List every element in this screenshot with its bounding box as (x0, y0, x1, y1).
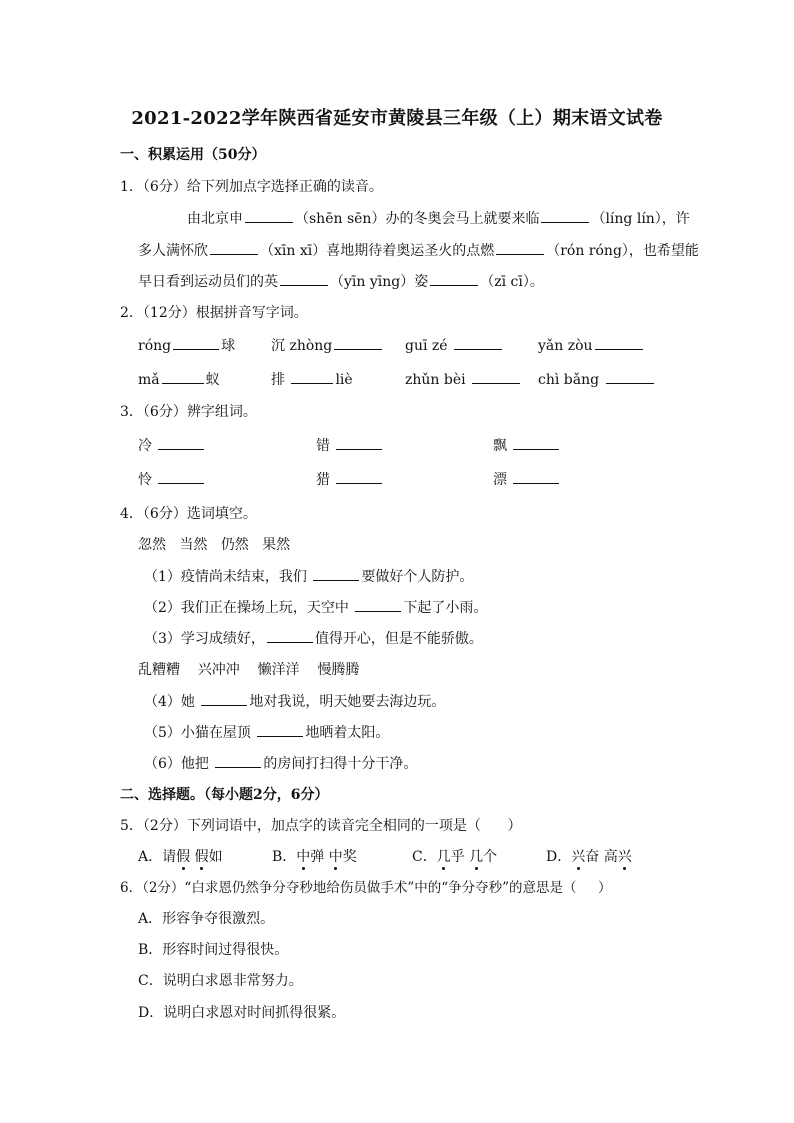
answer-blank[interactable] (355, 597, 401, 612)
sentence-text: （1）疫情尚未结束，我们 (144, 569, 312, 585)
option-char: 请 (162, 849, 177, 865)
q1-text: 多人满怀欣 (138, 243, 208, 259)
char: 球 (221, 338, 236, 354)
sentence-text: 要做好个人防护。 (361, 569, 474, 585)
q4-sentence-4 (144, 691, 445, 712)
q4-sentence-1 (144, 566, 473, 587)
answer-blank[interactable] (606, 369, 654, 384)
pinyin: chì bǎng (538, 372, 600, 388)
option-char: 奖 (342, 849, 357, 865)
q5-stem-end: ） (507, 818, 522, 834)
char: 排 (271, 372, 285, 388)
char: 怜 (138, 472, 152, 488)
q4-word-bank-1 (138, 535, 290, 555)
dotted-char: 兴 (571, 849, 586, 865)
q6-stem-end: ） (598, 880, 612, 896)
q1-para-line-3 (138, 271, 544, 292)
word-choice: 慢腾腾 (317, 662, 360, 678)
answer-blank[interactable] (291, 369, 333, 384)
answer-blank[interactable] (173, 335, 219, 350)
answer-blank[interactable] (162, 369, 204, 384)
char: 漂 (493, 472, 507, 488)
q2-item (405, 369, 522, 390)
answer-blank[interactable] (336, 469, 382, 484)
answer-blank[interactable] (472, 369, 520, 384)
q1-text: （líng lín），许 (591, 211, 690, 227)
answer-blank[interactable] (201, 691, 247, 706)
word-choice: 忽然 (138, 537, 166, 553)
q1-stem: 1．（6分）给下列加点字选择正确的读音。 (120, 179, 383, 195)
pinyin: róng (138, 338, 172, 354)
sentence-text: （5）小猫在屋顶 (144, 725, 256, 741)
q5-option-c[interactable] (412, 847, 497, 867)
q1-para-line-1 (187, 208, 690, 229)
answer-blank[interactable] (313, 566, 359, 581)
q3-item (493, 469, 561, 490)
pinyin: zhǔn bèi (405, 372, 466, 388)
answer-blank[interactable] (513, 469, 559, 484)
dotted-char: 中 (328, 849, 343, 865)
option-char: 奋 (585, 849, 600, 865)
q4-stem: 4．（6分）选词填空。 (120, 506, 257, 522)
q3-stem: 3．（6分）辨字组词。 (120, 404, 257, 420)
char: 冷 (138, 438, 152, 454)
option-char: 个 (483, 849, 498, 865)
word-choice: 果然 (262, 537, 291, 553)
option-prefix: A． (138, 849, 163, 865)
sentence-text: （4）她 (144, 694, 200, 710)
char: 飘 (493, 438, 507, 454)
answer-blank[interactable] (334, 335, 382, 350)
word-choice: 仍然 (220, 537, 249, 553)
q6-stem (120, 878, 612, 898)
q4-word-bank-2 (138, 660, 359, 680)
q6-stem-text: 6．（2分）“白求恩仍然争分夺秒地给伤员做手术”中的“争分夺秒”的意思是（ (120, 880, 577, 896)
dotted-char: 假 (194, 849, 209, 865)
dotted-char: 几 (436, 849, 451, 865)
option-char: 弹 (310, 849, 325, 865)
answer-blank[interactable] (454, 335, 502, 350)
answer-blank[interactable] (210, 240, 258, 255)
q5-option-d[interactable] (546, 847, 632, 867)
answer-blank[interactable] (245, 208, 293, 223)
exam-title: 2021-2022学年陕西省延安市黄陵县三年级（上）期末语文试卷 (131, 108, 663, 129)
answer-blank[interactable] (280, 271, 328, 286)
pinyin: guī zé (405, 338, 448, 354)
q1-dotted-word: 申 (229, 211, 243, 227)
q4-sentence-5 (144, 722, 389, 743)
answer-blank[interactable] (541, 208, 589, 223)
option-prefix: D． (546, 849, 572, 865)
answer-blank[interactable] (430, 271, 478, 286)
q4-sentence-3 (144, 628, 483, 649)
q5-option-b[interactable] (272, 847, 357, 867)
q2-item (538, 369, 656, 390)
char: 猎 (316, 472, 330, 488)
answer-blank[interactable] (513, 435, 559, 450)
q1-text: （rón róng），也希望能 (546, 243, 699, 259)
dotted-char: 中 (296, 849, 311, 865)
q1-text: 由北京申 (187, 211, 243, 227)
q1-text: 早日看到运动员们的英 (138, 274, 278, 290)
q2-item (405, 335, 504, 356)
answer-blank[interactable] (215, 753, 261, 768)
option-char: 高 (603, 849, 618, 865)
pinyin: mǎ (138, 372, 160, 388)
q3-item (138, 435, 206, 456)
q2-item (138, 335, 235, 356)
option-char: 如 (208, 849, 223, 865)
answer-blank[interactable] (158, 435, 204, 450)
q4-sentence-2 (144, 597, 487, 618)
q2-item (271, 369, 353, 390)
word-choice: 兴冲冲 (197, 662, 240, 678)
dotted-char: 假 (176, 849, 191, 865)
q3-item (493, 435, 561, 456)
q1-para-line-2 (138, 240, 699, 261)
dotted-char: 兴 (617, 849, 632, 865)
word-choice: 当然 (179, 537, 208, 553)
section-1-heading: 一、积累运用（50分） (120, 147, 266, 163)
pinyin: liè (335, 372, 353, 388)
q2-item (538, 335, 645, 356)
option-prefix: B． (272, 849, 297, 865)
sentence-text: （3）学习成绩好， (144, 631, 265, 647)
section-2-heading: 二、选择题。（每小题2分，6分） (120, 787, 329, 803)
q3-item (316, 435, 384, 456)
dotted-char: 几 (469, 849, 484, 865)
char: 蚁 (205, 372, 220, 388)
sentence-text: 的房间打扫得十分干净。 (263, 756, 418, 772)
option-prefix: C． (412, 849, 437, 865)
word-choice: 懒洋洋 (257, 662, 300, 678)
option-char: 乎 (450, 849, 465, 865)
sentence-text: （6）他把 (144, 756, 214, 772)
q6-option-a[interactable]: A．形容争夺很激烈。 (138, 911, 275, 927)
q5-stem (120, 816, 522, 836)
q1-text: （xīn xī）喜地期待着奥运圣火的点燃 (260, 243, 495, 259)
sentence-text: （2）我们正在操场上玩，天空中 (144, 600, 354, 616)
word-choice: 乱糟糟 (138, 662, 180, 678)
q3-item (316, 469, 384, 490)
sentence-text: 值得开心，但是不能骄傲。 (314, 631, 483, 647)
sentence-text: 下起了小雨。 (403, 600, 488, 616)
sentence-text: 地晒着太阳。 (305, 725, 390, 741)
q2-item (138, 369, 220, 390)
q5-stem-text: 5．（2分）下列词语中，加点字的读音完全相同的一项是（ (120, 818, 481, 834)
answer-blank[interactable] (595, 335, 643, 350)
answer-blank[interactable] (496, 240, 544, 255)
q1-text: （shēn sēn）办的冬奥会马上就要来临 (295, 211, 540, 227)
answer-blank[interactable] (257, 722, 303, 737)
pinyin: 沉 zhòng (271, 338, 333, 354)
char: 错 (316, 438, 330, 454)
q6-option-d[interactable]: D．说明白求恩对时间抓得很紧。 (138, 1005, 346, 1021)
q1-text: （zī cī）。 (480, 274, 544, 290)
q6-option-c[interactable]: C．说明白求恩非常努力。 (138, 973, 303, 989)
q2-stem: 2．（12分）根据拼音写字词。 (120, 305, 308, 321)
q5-option-a[interactable] (138, 847, 223, 867)
answer-blank[interactable] (158, 469, 204, 484)
q4-sentence-6 (144, 753, 417, 774)
q2-item (271, 335, 384, 356)
pinyin: yǎn zòu (538, 338, 593, 354)
q1-text: （yīn yīng）姿 (330, 274, 429, 290)
q6-option-b[interactable]: B．形容时间过得很快。 (138, 942, 289, 958)
q3-item (138, 469, 206, 490)
sentence-text: 地对我说，明天她要去海边玩。 (249, 694, 446, 710)
answer-blank[interactable] (267, 628, 313, 643)
answer-blank[interactable] (336, 435, 382, 450)
